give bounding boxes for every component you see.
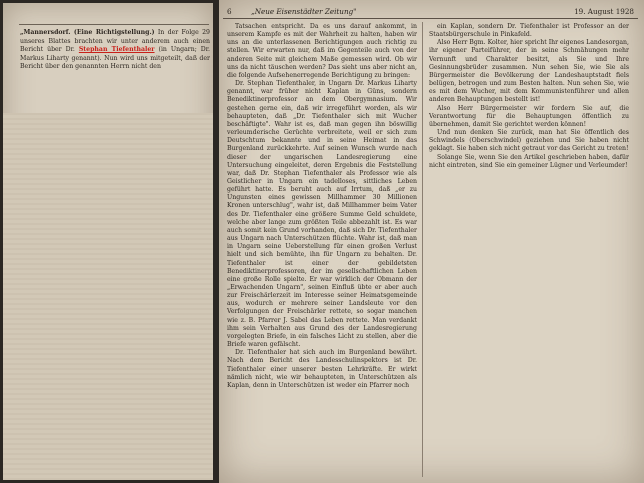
newspaper-page-scan <box>219 0 644 483</box>
left-clipping-scan <box>3 3 213 480</box>
paragraph: Dr. Tiefenthaler hat sich auch im Burgenland bewährt. Nach dem Bericht des Landesschulinspektors ist Dr. Tiefenthaler einer unserer besten Lehrkräfte. Er wirkt nämlich nicht, wie wir behaupteten, in Unterschützen als Kaplan, denn in Unterschützen ist weder ein Pfarrer noch <box>227 349 417 389</box>
highlighted-name: Stephan Tiefenthaler <box>78 46 155 54</box>
paragraph: Tatsachen entspricht. Da es uns darauf ankommt, in unserem Kampfe es mit der Wahrheit zu halten, haben wir uns an die unterlassenen Berichtigungen auch richtig zu stellen. Wir erwarten nur, daß im Gegenteile auch von der anderen Seite mit gleichem Maße gemessen wird. Ob wir uns da nicht täuschen werden? Das sieht uns aber nicht an, die folgende Aufsehenerregende Berichtigung zu bringen: <box>227 23 417 79</box>
article-column-left <box>227 23 417 390</box>
article-text-before: In der Folge 29 unseres Blattes brachten wir unter anderem auch einen Bericht über Dr. <box>20 29 210 54</box>
paragraph: Und nun denken Sie zurück, man hat Sie öffentlich des Schwindels (Oberschwindel) geziehen und Sie haben nicht geklagt. Sie haben sich nicht getraut vor das Gericht zu treten! <box>429 129 629 153</box>
paragraph: Also Herr Bgm. Kolter, hier spricht Ihr eigenes Landesorgan, ihr eigener Parteiführer, der in seine Schmähungen mehr Vernunft und Charakter besitzt, als Sie und Ihre Gesinnungsbrüder zusammen. Nun sehen Sie, wie Sie als Bürgermeister die Bevölkerung der Landeshauptstadt fiels belügen, betrogen und zum Besten halten. Nun sehen Sie, wie es mit dem Wucher, mit dem Kommunistenführer und allen anderen Behauptungen bestellt ist! <box>429 39 629 104</box>
page-number: 6 <box>227 7 232 16</box>
left-article-text <box>20 29 210 72</box>
paragraph: ein Kaplan, sondern Dr. Tiefenthaler ist Professor an der Staatsbürgerschule in Pinkafeld. <box>429 23 629 39</box>
page-header <box>223 6 638 19</box>
issue-date: 19. August 1928 <box>574 7 634 16</box>
column-rule <box>19 24 209 25</box>
paragraph: Also Herr Bürgermeister wir fordern Sie auf, die Verantwortung für die Behauptungen öffentlich zu übernehmen, damit Sie gerichtet werden können! <box>429 104 629 128</box>
paragraph: Dr. Stephan Tiefenthaler, in Ungarn Dr. Markus Liharty genannt, war früher nicht Kaplan in Güns, sondern Benediktinerprofessor an dem Obergymnasium. Wir gestehen gerne ein, daß wir irregeführt worden, als wir behaupteten, daß „Dr. Tiefenthaler sich mit Wucher beschäftigte". Wahr ist es, daß man gegen ihn böswillig verleumderische Gerüchte verbreitete, weil er sich zum Deutschtum bekannte und in seine Heimat in das Burgenland zurückkehrte. Auf seinen Wunsch wurde nach dieser der ungarischen Landesregierung eine Untersuchung eingeleitet, deren Ergebnis die Feststellung war, daß Dr. Stephan Tiefenthaler als Professor wie als Geistlicher in Ungarn ein tadelloses, sittliches Leben geführt hatte. Es beruht auch auf Irrtum, daß „er zu Ungunsten eines gewissen Millhammer 30 Millionen Kronen unterschlug", wahr ist, daß Millhammer beim Vater des Dr. Tiefenthaler eine größere Summe Geld schuldete, welche aber lange zum größten Teile abbezahlt ist. Es war auch somit kein Grund vorhanden, daß sich Dr. Tiefenthaler aus Ungarn nach Unterschützen flüchte. Wahr ist, daß man in Ungarn seine Ueberstellung für einen großen Verlust hielt und sich bemühte, ihn für Ungarn zu behalten. Dr. Tiefenthaler ist einer der gebildetsten Benediktinerprofessoren, der im gesellschaftlichen Leben eine große Rolle spielte. Er war wirklich der Obmann der „Erwachenden Ungarn", seinen Einfluß übte er aber auch zur Freischärlerzeit im Interesse seiner Heimatsgemeinde aus, wodurch er mehrere seiner Landsleute vor den Verfolgungen der Freischärler rettete, so sogar manchen wie z. B. Pfarrer J. Sabel das Leben rettete. Man verdankt ihm sein Verhalten aus Grund des der Landesregierung vorgelegten Briefe, in ein falsches Licht zu stellen, aber die Briefe waren gefälscht. <box>227 80 417 349</box>
paragraph: Solange Sie, wenn Sie den Artikel geschrieben haben, dafür nicht eintreten, sind Sie ein gemeiner Lügner und Verleumder! <box>429 153 629 169</box>
column-divider <box>422 22 423 477</box>
article-text-after: (in Ungarn; Dr. Markus Liharty genannt). Nun wird uns mitgeteilt, daß der Bericht über den genannten Herrn nicht den <box>20 46 210 71</box>
article-title: „Mannersdorf. (Eine Richtigstellung.) <box>20 29 155 36</box>
article-column-right <box>429 23 629 170</box>
newspaper-title: „Neue Eisenstädter Zeitung" <box>251 7 357 16</box>
clipping-lower-area <box>3 113 213 480</box>
